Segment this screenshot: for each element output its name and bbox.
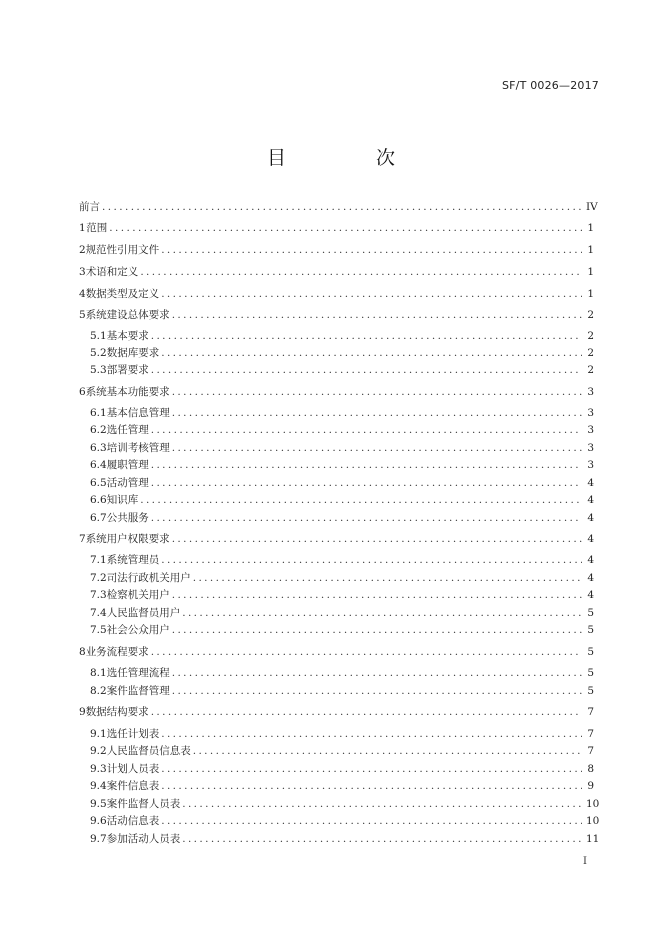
toc-label: 系统管理员 [106, 554, 160, 566]
toc-label: 培训考核管理 [106, 442, 170, 454]
toc-entry[interactable] [79, 307, 594, 324]
toc-label: 数据结构要求 [85, 706, 149, 718]
toc-label: 系统基本功能要求 [85, 386, 170, 398]
toc-section-number: 6.7 [90, 512, 107, 524]
toc-leader-dots [151, 510, 582, 527]
page-number: I [583, 856, 587, 867]
toc-section-number: 6.5 [90, 477, 107, 489]
toc-entry[interactable] [79, 264, 594, 281]
toc-label: 系统建设总体要求 [85, 309, 170, 321]
toc-section-number: 5.2 [90, 347, 107, 359]
toc-section-number: 9.5 [90, 798, 107, 810]
toc-section-number: 6.4 [90, 459, 107, 471]
toc-section-number: 9.4 [90, 780, 107, 792]
toc-page-number: 3 [587, 459, 594, 471]
toc-leader-dots [161, 761, 582, 778]
toc-label: 选任管理 [106, 424, 149, 436]
toc-leader-dots [172, 587, 582, 604]
toc-page-number: 2 [587, 347, 594, 359]
toc-page-number: 1 [587, 266, 594, 278]
toc-section-number: 7 [79, 533, 86, 545]
toc-entry[interactable] [79, 384, 594, 401]
toc-section-number: 9.2 [90, 745, 107, 757]
toc-subentry[interactable] [90, 605, 594, 622]
toc-page-number: 5 [587, 624, 594, 636]
toc-subentry[interactable] [90, 622, 594, 639]
toc-page-number: 9 [587, 780, 594, 792]
toc-section-number: 7.3 [90, 589, 107, 601]
document-code: SF/T 0026—2017 [501, 79, 599, 92]
toc-subentry[interactable] [90, 422, 594, 439]
toc-page-number: 1 [587, 288, 594, 300]
toc-subentry[interactable] [90, 778, 594, 795]
toc-label: 社会公众用户 [106, 624, 170, 636]
toc-section-number: 1 [79, 222, 86, 234]
toc-leader-dots [151, 704, 582, 721]
toc-label: 选任计划表 [106, 728, 160, 740]
toc-leader-dots [161, 242, 582, 259]
toc-section-number: 9.6 [90, 815, 107, 827]
toc-label: 人民监督员用户 [106, 607, 181, 619]
toc-page-number: 4 [587, 554, 594, 566]
toc-leader-dots [172, 307, 582, 324]
toc-subentry[interactable] [90, 552, 594, 569]
toc-section-number: 2 [79, 244, 86, 256]
toc-section-number: 8.1 [90, 667, 107, 679]
toc-section-number: 7.5 [90, 624, 107, 636]
toc-subentry[interactable] [90, 328, 594, 345]
toc-leader-dots [182, 605, 582, 622]
toc-subentry[interactable] [90, 345, 594, 362]
toc-label: 术语和定义 [85, 266, 139, 278]
page-title: 目 次 [266, 147, 438, 169]
toc-leader-dots [172, 531, 582, 548]
toc-page-number: 1 [587, 222, 594, 234]
toc-leader-dots [182, 796, 582, 813]
toc-label: 计划人员表 [106, 763, 160, 775]
toc-leader-dots [151, 475, 582, 492]
toc-section-number: 6.2 [90, 424, 107, 436]
toc-section-number: 5.1 [90, 330, 107, 342]
toc-section-number: 9.3 [90, 763, 107, 775]
toc-subentry[interactable] [90, 743, 594, 760]
toc-section-number: 9.1 [90, 728, 107, 740]
toc-label: 基本要求 [106, 330, 149, 342]
toc-label: 知识库 [106, 494, 139, 506]
toc-section-number: 5.3 [90, 364, 107, 376]
toc-leader-dots [151, 422, 582, 439]
toc-label: 司法行政机关用户 [106, 572, 191, 584]
toc-section-number: 6.3 [90, 442, 107, 454]
toc-label: 公共服务 [106, 512, 149, 524]
toc-section-number: 3 [79, 266, 86, 278]
toc-label: 检察机关用户 [106, 589, 170, 601]
toc-label: 部署要求 [106, 364, 149, 376]
toc-page-number: 7 [587, 728, 594, 740]
toc-entry[interactable] [79, 199, 598, 216]
toc-page-number: IV [586, 201, 598, 213]
toc-page-number: 4 [587, 572, 594, 584]
toc-page-number: 2 [587, 330, 594, 342]
toc-subentry[interactable] [90, 405, 594, 422]
toc-subentry[interactable] [90, 813, 600, 830]
toc-leader-dots [182, 831, 582, 848]
toc-page-number: 5 [587, 646, 594, 658]
toc-section-number: 6 [79, 386, 86, 398]
toc-entry[interactable] [79, 644, 594, 661]
toc-leader-dots [161, 286, 582, 303]
toc-subentry[interactable] [90, 440, 594, 457]
toc-label: 活动信息表 [106, 815, 160, 827]
toc-leader-dots [161, 345, 582, 362]
toc-leader-dots [140, 492, 582, 509]
toc-page-number: 4 [587, 533, 594, 545]
toc-label: 前言 [79, 201, 100, 213]
toc-leader-dots [172, 665, 582, 682]
toc-subentry[interactable] [90, 457, 594, 474]
toc-leader-dots [161, 726, 582, 743]
toc-section-number: 7.4 [90, 607, 107, 619]
toc-leader-dots [172, 683, 582, 700]
toc-section-number: 5 [79, 309, 86, 321]
toc-subentry[interactable] [90, 761, 594, 778]
toc-leader-dots [102, 199, 582, 216]
toc-label: 基本信息管理 [106, 407, 170, 419]
toc-section-number: 9.7 [90, 833, 107, 845]
toc-leader-dots [109, 220, 582, 237]
toc-subentry[interactable] [90, 683, 594, 700]
toc-subentry[interactable] [90, 362, 594, 379]
toc-page-number: 5 [587, 685, 594, 697]
toc-label: 活动管理 [106, 477, 149, 489]
toc-page-number: 10 [586, 815, 600, 827]
toc-page-number: 3 [587, 442, 594, 454]
toc-label: 案件信息表 [106, 780, 160, 792]
toc-page-number: 1 [587, 244, 594, 256]
toc-section-number: 9 [79, 706, 86, 718]
toc-page-number: 5 [587, 667, 594, 679]
toc-label: 数据库要求 [106, 347, 160, 359]
toc-section-number: 4 [79, 288, 86, 300]
toc-subentry[interactable] [90, 665, 594, 682]
toc-subentry[interactable] [90, 726, 594, 743]
toc-page-number: 4 [587, 477, 594, 489]
toc-leader-dots [161, 778, 582, 795]
toc-label: 选任管理流程 [106, 667, 170, 679]
toc-entry[interactable] [79, 286, 594, 303]
toc-section-number: 6.6 [90, 494, 107, 506]
toc-leader-dots [151, 644, 582, 661]
toc-leader-dots [151, 362, 582, 379]
toc-label: 参加活动人员表 [106, 833, 181, 845]
toc-leader-dots [161, 552, 582, 569]
toc-label: 业务流程要求 [85, 646, 149, 658]
toc-section-number: 7.2 [90, 572, 107, 584]
toc-page-number: 11 [586, 833, 600, 845]
toc-page-number: 3 [587, 424, 594, 436]
toc-page-number: 7 [587, 745, 594, 757]
toc-subentry[interactable] [90, 570, 594, 587]
toc-page-number: 2 [587, 364, 594, 376]
toc-label: 人民监督员信息表 [106, 745, 191, 757]
toc-leader-dots [151, 457, 582, 474]
toc-section-number: 8 [79, 646, 86, 658]
toc-entry[interactable] [79, 704, 594, 721]
toc-leader-dots [193, 570, 582, 587]
toc-subentry[interactable] [90, 796, 600, 813]
toc-section-number: 8.2 [90, 685, 107, 697]
toc-subentry[interactable] [90, 475, 594, 492]
toc-page-number: 4 [587, 494, 594, 506]
toc-label: 规范性引用文件 [85, 244, 160, 256]
toc-leader-dots [172, 405, 582, 422]
toc-leader-dots [140, 264, 582, 281]
toc-page-number: 8 [587, 763, 594, 775]
toc-leader-dots [172, 622, 582, 639]
toc-label: 范围 [86, 222, 108, 234]
toc-page-number: 5 [587, 607, 594, 619]
toc-leader-dots [172, 440, 582, 457]
toc-label: 数据类型及定义 [85, 288, 160, 300]
toc-page-number: 10 [586, 798, 600, 810]
toc-page-number: 2 [587, 309, 594, 321]
toc-page-number: 3 [587, 386, 594, 398]
toc-entry[interactable] [79, 220, 594, 237]
toc-label: 案件监督人员表 [106, 798, 181, 810]
toc-leader-dots [161, 813, 582, 830]
toc-subentry[interactable] [90, 510, 594, 527]
toc-page-number: 7 [587, 706, 594, 718]
toc-entry[interactable] [79, 531, 594, 548]
toc-subentry[interactable] [90, 831, 600, 848]
toc-subentry[interactable] [90, 492, 594, 509]
toc-section-number: 7.1 [90, 554, 107, 566]
toc-entry[interactable] [79, 242, 594, 259]
toc-subentry[interactable] [90, 587, 594, 604]
toc-leader-dots [151, 328, 582, 345]
toc-page-number: 4 [587, 589, 594, 601]
toc-leader-dots [172, 384, 582, 401]
toc-section-number: 6.1 [90, 407, 107, 419]
toc-label: 系统用户权限要求 [85, 533, 170, 545]
toc-leader-dots [193, 743, 582, 760]
toc-label: 案件监督管理 [106, 685, 170, 697]
toc-page-number: 3 [587, 407, 594, 419]
toc-page-number: 4 [587, 512, 594, 524]
toc-label: 履职管理 [106, 459, 149, 471]
